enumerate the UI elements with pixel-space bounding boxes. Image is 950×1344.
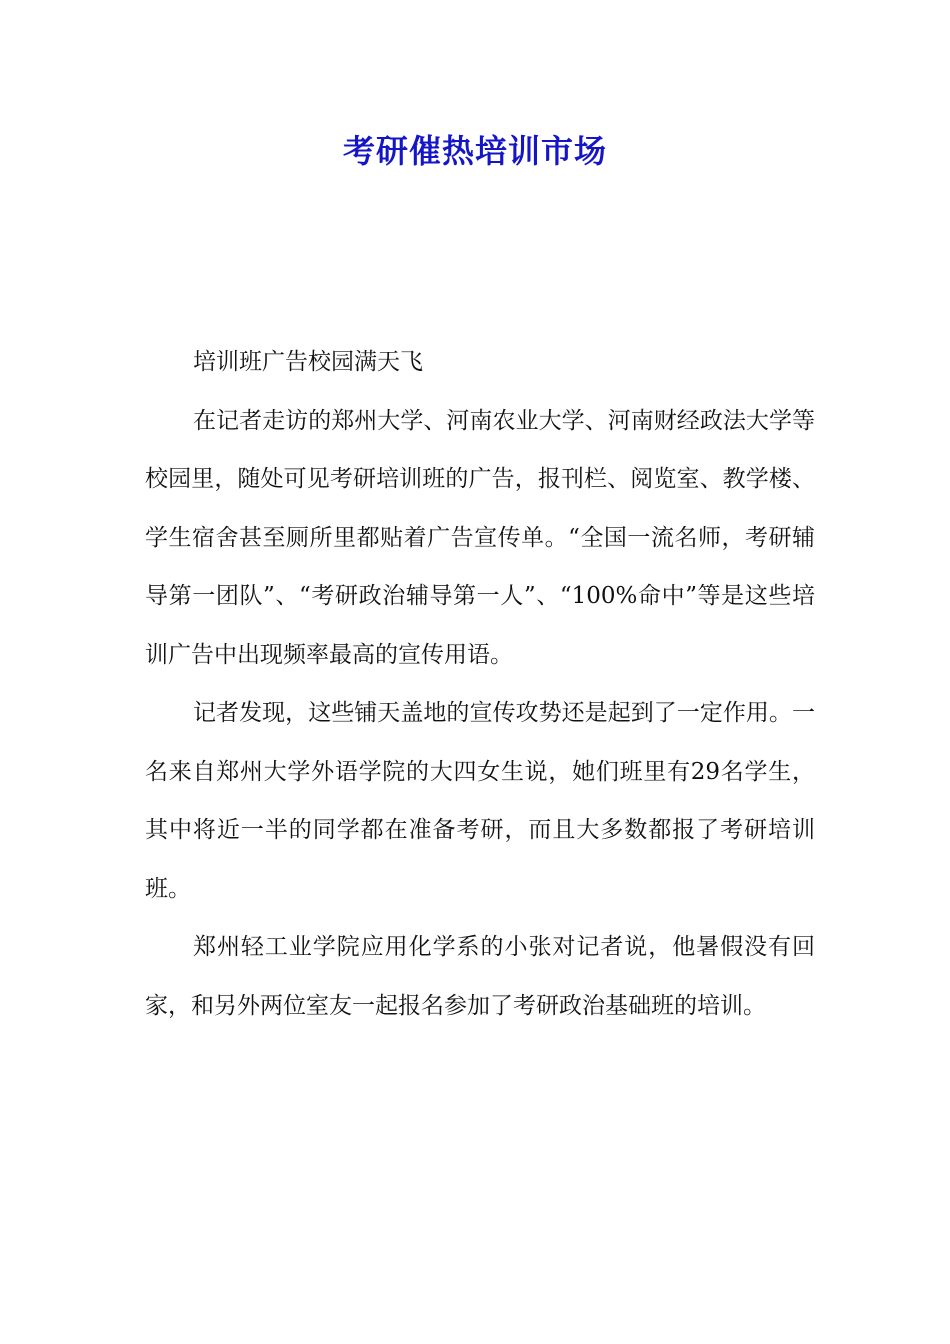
body-paragraph-2: 记者发现，这些铺天盖地的宣传攻势还是起到了一定作用。一名来自郑州大学外语学院的大四女生说，她们班里有29名学生，其中将近一半的同学都在准备考研，而且大多数都报了考研培训班。	[145, 700, 815, 902]
body-paragraph-1: 在记者走访的郑州大学、河南农业大学、河南财经政法大学等校园里，随处可见考研培训班的广告，报刊栏、阅览室、教学楼、学生宿舍甚至厕所里都贴着广告宣传单。“全国一流名师，考研辅导第一团队”、“考研政治辅导第一人”、“100%命中”等是这些培训广告中出现频率最高的宣传用语。	[145, 407, 815, 668]
document-title: 考研催热培训市场	[342, 132, 607, 170]
document-body	[145, 333, 815, 1035]
body-paragraph-3: 郑州轻工业学院应用化学系的小张对记者说，他暑假没有回家，和另外两位室友一起报名参加了考研政治基础班的培训。	[145, 934, 815, 1019]
section-heading-paragraph: 培训班广告校园满天飞	[193, 349, 423, 375]
